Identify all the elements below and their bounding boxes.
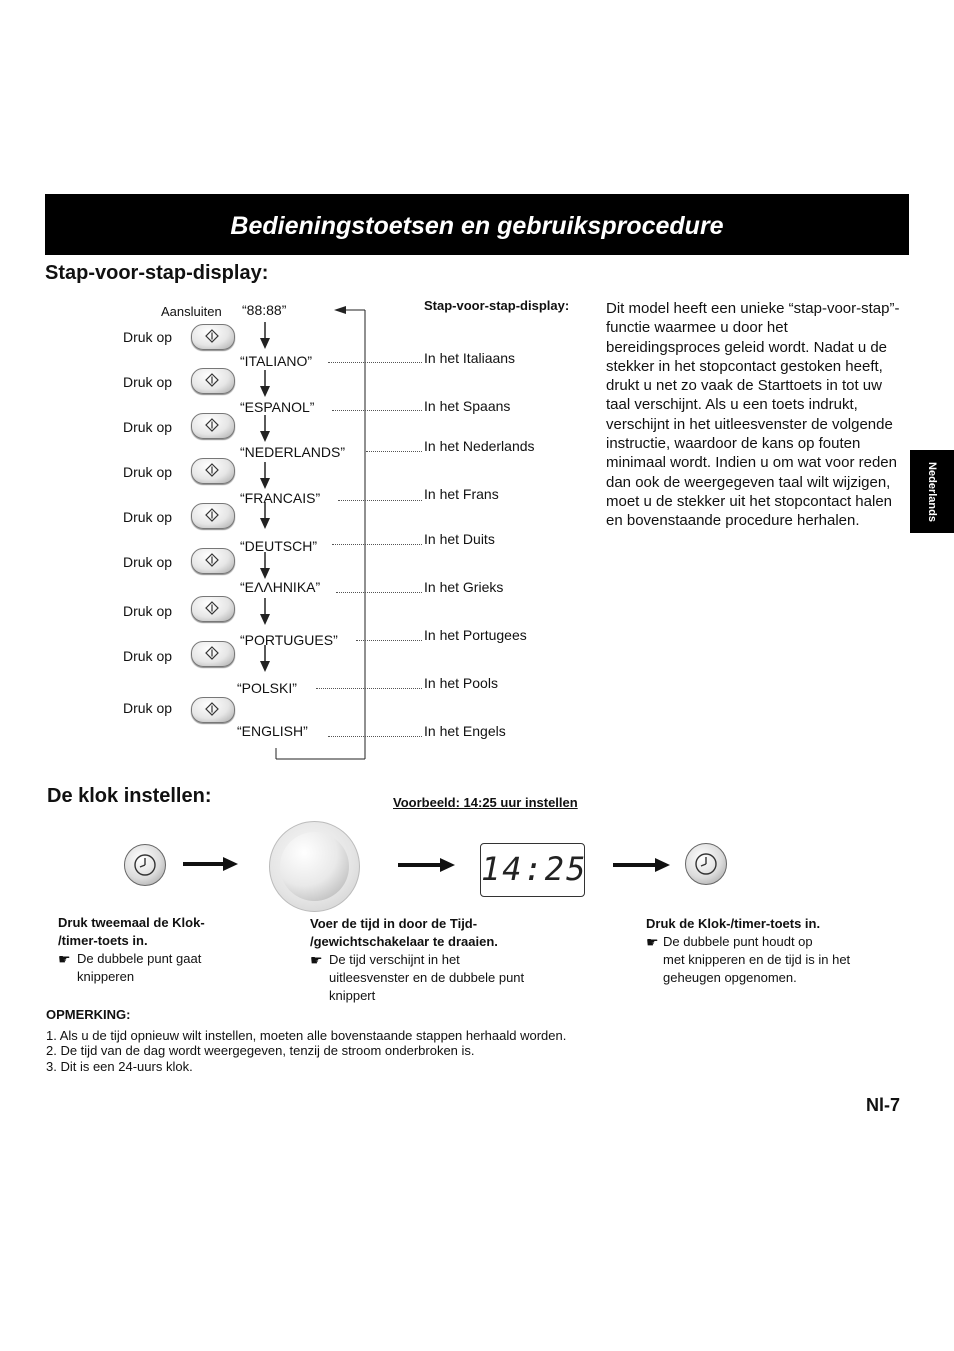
start-button[interactable] — [191, 697, 235, 723]
step1-note-line1: De dubbele punt gaat — [77, 951, 202, 966]
step2-note-line2: uitleesvenster en de dubbele punt — [329, 970, 525, 985]
dial-knob — [280, 832, 349, 901]
step-display-description: Dit model heeft een unieke “stap-voor-stap”-functie waarmee u door het bereidingsproces geleid wordt. Nadat u de stekker in het stopcontact gestoken heeft, drukt u net zo vaak de Starttoets in tot uw taal verschijnt. Als u een toets indrukt, verschijnt in het uitleesvenster de volgende instructie, waardoor de kans op fouten minimaal wordt. Indien u om wat voor reden dan ook de weergegeven taal wilt wijzigen, moet u de stekker uit het stopcontact halen en bovenstaande procedure herhalen. — [606, 300, 900, 530]
press-label: Druk op — [123, 700, 173, 716]
step-meaning: In het Engels — [424, 723, 506, 739]
pointing-hand-icon: ☛ — [58, 951, 71, 967]
down-arrow-icon — [259, 322, 271, 350]
step1-title-line1: Druk tweemaal de Klok- — [58, 915, 205, 930]
step-display: “ITALIANO” — [240, 353, 313, 369]
leader-line — [328, 362, 422, 363]
start-button[interactable] — [191, 413, 235, 439]
step3-note-line3: geheugen opgenomen. — [663, 970, 797, 985]
step-display: “NEDERLANDS” — [240, 444, 346, 460]
step-meaning: In het Spaans — [424, 398, 511, 414]
step-meaning: In het Portugees — [424, 627, 527, 643]
start-icon — [205, 553, 219, 567]
initial-display-value: “88:88” — [242, 302, 287, 318]
start-button[interactable] — [191, 596, 235, 622]
right-arrow-icon — [183, 855, 239, 873]
press-label: Druk op — [123, 509, 173, 525]
press-label: Druk op — [123, 648, 173, 664]
step-display: “DEUTSCH” — [240, 538, 317, 554]
start-button[interactable] — [191, 324, 235, 350]
start-button[interactable] — [191, 548, 235, 574]
section-heading-step-display: Stap-voor-stap-display: — [45, 262, 269, 284]
time-weight-dial[interactable] — [269, 821, 360, 912]
leader-line — [336, 592, 422, 593]
leader-line — [316, 688, 422, 689]
display-window — [480, 843, 588, 897]
step-display: “ENGLISH” — [237, 723, 308, 739]
down-arrow-icon — [259, 552, 271, 580]
step-display: “ΕΛΛΗΝΙΚΑ” — [240, 579, 321, 595]
step3-caption — [646, 915, 906, 987]
start-icon — [205, 508, 219, 522]
step-meaning: In het Nederlands — [424, 438, 535, 454]
loop-back-bracket — [270, 300, 380, 770]
header-banner — [45, 194, 909, 255]
step-meaning: In het Duits — [424, 531, 495, 547]
display-time: 14:25 — [481, 850, 588, 888]
step3-note-line2: met knipperen en de tijd is in het — [663, 952, 851, 967]
start-icon — [205, 702, 219, 716]
start-icon — [205, 601, 219, 615]
section-heading-clock: De klok instellen: — [47, 785, 212, 807]
column-header: Stap-voor-stap-display: — [424, 298, 570, 313]
start-icon — [205, 418, 219, 432]
clock-timer-button[interactable] — [685, 843, 727, 885]
step2-title-line2: /gewichtschakelaar te draaien. — [310, 934, 498, 949]
leader-line — [332, 544, 422, 545]
step1-note-line2: knipperen — [77, 969, 135, 984]
start-button[interactable] — [191, 503, 235, 529]
down-arrow-icon — [259, 645, 271, 673]
step2-note-line3: knippert — [329, 988, 376, 1003]
page-number: Nl-7 — [866, 1095, 901, 1115]
start-button[interactable] — [191, 458, 235, 484]
clock-timer-button[interactable] — [124, 844, 166, 886]
connect-label: Aansluiten — [161, 304, 222, 319]
remark-item: 3. Dit is een 24-uurs klok. — [46, 1059, 193, 1074]
page-title: Bedieningstoetsen en gebruiksprocedure — [230, 212, 724, 240]
remark-item: 1. Als u de tijd opnieuw wilt instellen, moeten alle bovenstaande stappen herhaald worden. — [46, 1028, 567, 1043]
example-caption: Voorbeeld: 14:25 uur instellen — [393, 795, 578, 810]
press-label: Druk op — [123, 329, 173, 345]
leader-line — [366, 451, 422, 452]
step2-caption — [310, 915, 590, 1005]
step-meaning: In het Pools — [424, 675, 498, 691]
start-button[interactable] — [191, 368, 235, 394]
side-tab-label: Nederlands — [926, 461, 938, 522]
start-icon — [205, 463, 219, 477]
step3-note-line1: De dubbele punt houdt op — [663, 934, 813, 949]
step-display: “ESPANOL” — [240, 399, 315, 415]
pointing-hand-icon: ☛ — [646, 934, 659, 950]
step-display: “POLSKI” — [237, 680, 297, 696]
start-button[interactable] — [191, 641, 235, 667]
step3-title-line1: Druk de Klok-/timer-toets in. — [646, 916, 821, 931]
start-icon — [205, 646, 219, 660]
press-label: Druk op — [123, 419, 173, 435]
press-label: Druk op — [123, 554, 173, 570]
step1-caption — [58, 914, 278, 986]
down-arrow-icon — [259, 370, 271, 398]
down-arrow-icon — [259, 502, 271, 530]
press-label: Druk op — [123, 603, 173, 619]
step-display: “FRANCAIS” — [240, 490, 321, 506]
clock-icon — [694, 852, 718, 876]
press-label: Druk op — [123, 374, 173, 390]
leader-line — [332, 410, 422, 411]
step-display: “PORTUGUES” — [240, 632, 338, 648]
start-icon — [205, 329, 219, 343]
language-side-tab — [910, 450, 954, 533]
leader-line — [338, 500, 422, 501]
press-label: Druk op — [123, 464, 173, 480]
right-arrow-icon — [398, 856, 456, 874]
start-icon — [205, 373, 219, 387]
down-arrow-icon — [259, 462, 271, 490]
step-meaning: In het Italiaans — [424, 350, 516, 366]
step2-title-line1: Voer de tijd in door de Tijd- — [310, 916, 478, 931]
step-meaning: In het Frans — [424, 486, 499, 502]
step2-note-line1: De tijd verschijnt in het — [329, 952, 460, 967]
step1-title-line2: /timer-toets in. — [58, 933, 148, 948]
down-arrow-icon — [259, 415, 271, 443]
pointing-hand-icon: ☛ — [310, 952, 323, 968]
down-arrow-icon — [259, 598, 271, 626]
clock-icon — [133, 853, 157, 877]
remarks-heading: OPMERKING: — [46, 1007, 131, 1022]
remark-item: 2. De tijd van de dag wordt weergegeven, tenzij de stroom onderbroken is. — [46, 1043, 475, 1058]
leader-line — [328, 736, 422, 737]
right-arrow-icon — [613, 856, 671, 874]
leader-line — [356, 640, 422, 641]
step-meaning: In het Grieks — [424, 579, 504, 595]
